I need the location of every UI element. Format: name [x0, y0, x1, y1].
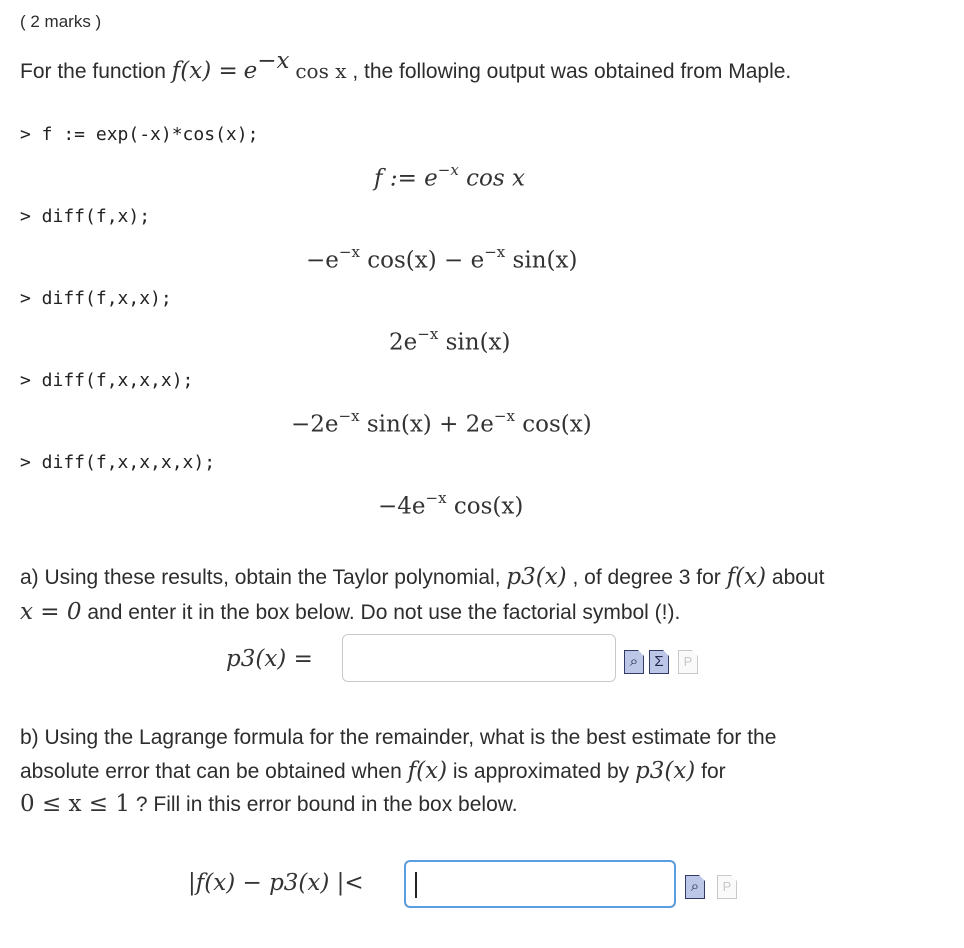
part-b-question-line3: 0 ≤ x ≤ 1 ? Fill in this error bound in the box below.: [20, 791, 518, 817]
equation-editor-icon[interactable]: Σ: [649, 650, 669, 674]
preview-icon[interactable]: ⌕: [685, 875, 705, 899]
maple-output: $-4e^{-x}$ cos(x): [378, 489, 524, 520]
marks-label: ( 2 marks ): [20, 12, 102, 31]
intro-func-rhs: e: [243, 58, 258, 84]
p3-label: p3(x) =: [226, 646, 313, 672]
maple-command: > f := exp(-x)*cos(x);: [20, 124, 259, 145]
maple-command: > diff(f,x,x);: [20, 288, 172, 309]
error-bound-input[interactable]: [404, 860, 676, 908]
error-bound-label: |f(x) − p3(x) |<: [188, 870, 364, 896]
intro-func-lhs: f(x) =: [171, 58, 238, 84]
maple-output: $2e^{-x}$ sin(x): [389, 325, 511, 356]
part-a-question-line1: a) Using these results, obtain the Taylor polynomial, p3(x) , of degree 3 for f(x) about: [20, 564, 825, 590]
part-a-question-line2: x = 0 and enter it in the box below. Do not use the factorial symbol (!).: [20, 599, 681, 625]
maple-command: > diff(f,x,x,x,x);: [20, 452, 216, 473]
maple-output: $-e^{-x}$ $\cos(x) - e^{-x}$ sin(x): [306, 243, 578, 274]
intro-line: [20, 50, 791, 84]
help-icon[interactable]: P: [678, 650, 698, 674]
maple-command: > diff(f,x,x,x);: [20, 370, 194, 391]
p3-answer-input[interactable]: [342, 634, 616, 682]
part-b-question-line2: absolute error that can be obtained when f(x) is approximated by p3(x) for: [20, 758, 726, 784]
maple-output: f := $e^{-x}$ cos x: [374, 161, 525, 192]
maple-output: $-2e^{-x}$ $\sin(x) + 2e^{-x}$ cos(x): [291, 407, 592, 438]
maple-command: > diff(f,x);: [20, 206, 151, 227]
help-icon[interactable]: P: [717, 875, 737, 899]
intro-func-exp: −x: [257, 48, 290, 74]
part-b-question-line1: b) Using the Lagrange formula for the remainder, what is the best estimate for the: [20, 726, 777, 749]
text-caret: [415, 872, 417, 898]
intro-suffix: , the following output was obtained from Maple.: [352, 60, 792, 83]
intro-func-tail: cos x: [295, 59, 347, 83]
preview-icon[interactable]: ⌕: [624, 650, 644, 674]
intro-prefix: For the function: [20, 60, 166, 83]
